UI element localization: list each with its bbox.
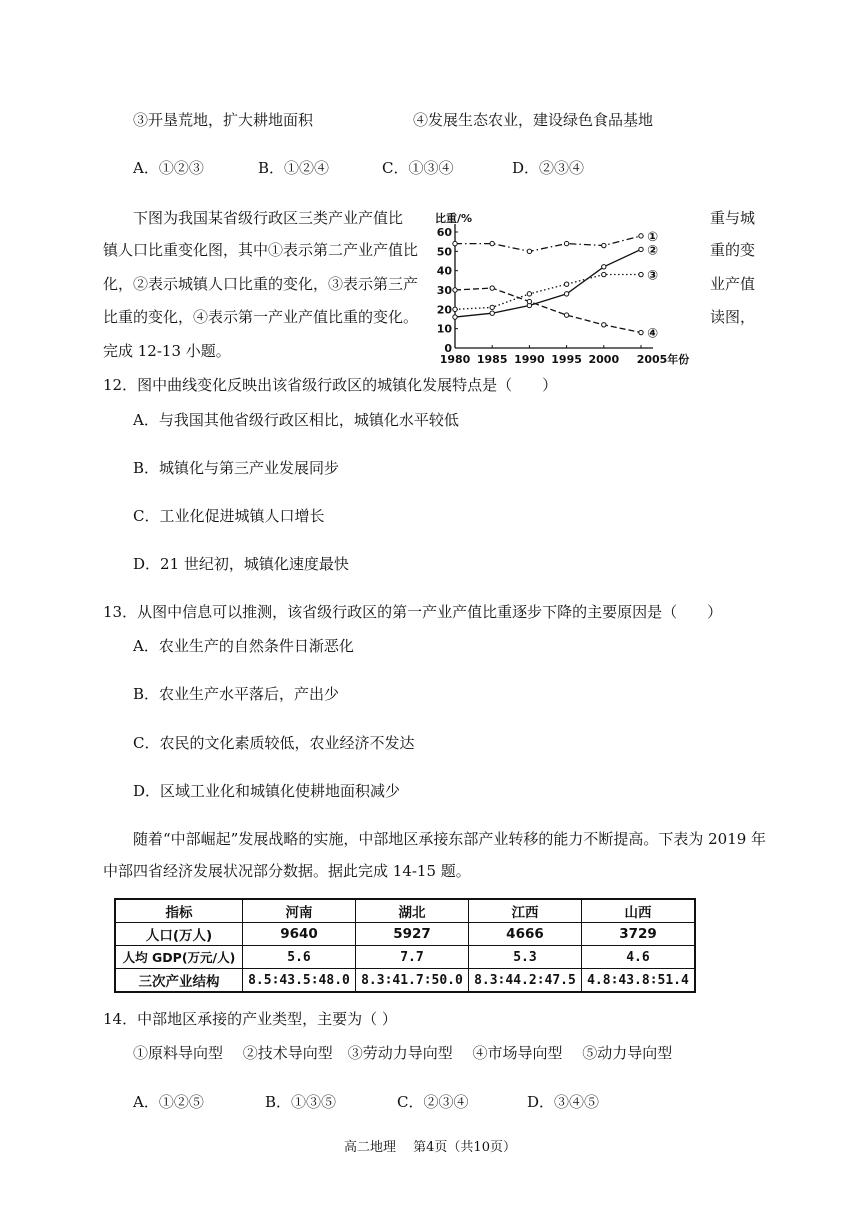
passage2-line1: 随着“中部崛起”发展战略的实施，中部地区承接东部产业转移的能力不断提高。下表为 2019 年 xyxy=(133,830,767,848)
series-line-1 xyxy=(455,249,641,317)
data-point xyxy=(490,286,494,290)
table-header-cell: 江西 xyxy=(468,899,581,923)
x-tick-label: 2005年份 xyxy=(636,353,690,366)
q13-option-b: B．农业生产水平落后，产出少 xyxy=(133,685,340,703)
series-line-3 xyxy=(455,288,641,332)
data-point xyxy=(490,241,494,245)
series-label: ③ xyxy=(647,268,659,284)
table-cell: 4666 xyxy=(468,923,581,946)
series-line-2 xyxy=(455,275,641,310)
y-tick-label: 50 xyxy=(436,245,452,259)
q13-option-d: D．区域工业化和城镇化使耕地面积减少 xyxy=(133,782,401,800)
series-label: ② xyxy=(647,243,659,259)
table-header-cell: 河南 xyxy=(243,899,356,923)
table-cell: 8.3∶41.7∶50.0 xyxy=(355,969,468,993)
y-tick-label: 40 xyxy=(436,264,452,278)
data-point xyxy=(527,299,531,303)
q12-option-d: D．21 世纪初，城镇化速度最快 xyxy=(133,555,349,573)
data-point xyxy=(639,330,643,334)
passage1-line4-right: 读图， xyxy=(710,308,756,326)
data-point xyxy=(527,249,531,253)
answer-d: D．②③④ xyxy=(512,159,585,177)
y-tick-label: 60 xyxy=(436,226,452,239)
table-cell: 8.3∶44.2∶47.5 xyxy=(468,969,581,993)
y-tick-label: 20 xyxy=(436,303,452,317)
industry-share-chart xyxy=(433,208,690,368)
page-footer: 高二地理 第4页（共10页） xyxy=(344,1140,516,1155)
option-4-text: ④发展生态农业，建设绿色食品基地 xyxy=(413,111,654,129)
q13-option-c: C．农民的文化素质较低，农业经济不发达 xyxy=(133,734,415,752)
x-tick-label: 2000 xyxy=(588,353,620,366)
x-tick-label: 1985 xyxy=(476,353,508,366)
q14-answer-d: D．③④⑤ xyxy=(527,1093,600,1111)
series-label: ① xyxy=(647,229,659,245)
passage1-line2-left: 镇人口比重变化图，其中①表示第二产业产值比 xyxy=(103,241,419,259)
data-point xyxy=(453,241,457,245)
passage2-line2: 中部四省经济发展状况部分数据。据此完成 14-15 题。 xyxy=(103,862,471,880)
data-point xyxy=(602,272,606,276)
table-cell: 3729 xyxy=(581,923,695,946)
q12-option-a: A．与我国其他省级行政区相比，城镇化水平较低 xyxy=(133,411,459,429)
answer-a: A．①②③ xyxy=(133,159,204,177)
y-axis-label: 比重/% xyxy=(435,212,473,225)
table-cell: 人口(万人) xyxy=(115,923,243,946)
table-cell: 8.5∶43.5∶48.0 xyxy=(243,969,356,993)
q13-option-a: A．农业生产的自然条件日渐恶化 xyxy=(133,637,354,655)
table-cell: 4.8∶43.8∶51.4 xyxy=(581,969,695,993)
table-row xyxy=(115,969,695,993)
q13-stem: 13．从图中信息可以推测，该省级行政区的第一产业产值比重逐步下降的主要原因是（ ） xyxy=(103,603,723,621)
table-cell: 7.7 xyxy=(355,946,468,969)
data-point xyxy=(490,305,494,309)
x-tick-label: 1990 xyxy=(514,353,545,366)
passage1-line1-right: 重与城 xyxy=(710,209,756,227)
q14-options: ①原料导向型 ②技术导向型 ③劳动力导向型 ④市场导向型 ⑤动力导向型 xyxy=(133,1044,673,1062)
data-point xyxy=(564,282,568,286)
table-header-cell: 湖北 xyxy=(355,899,468,923)
passage1-line4-left: 比重的变化，④表示第一产业产值比重的变化。 xyxy=(103,308,419,326)
y-tick-label: 30 xyxy=(436,284,452,297)
data-point xyxy=(453,315,457,319)
answer-c: C．①③④ xyxy=(382,159,454,177)
passage1-line1-left: 下图为我国某省级行政区三类产业产值比 xyxy=(133,209,404,227)
data-point xyxy=(564,313,568,317)
table-header-cell: 指标 xyxy=(115,899,243,923)
x-tick-label: 1995 xyxy=(551,353,582,366)
q12-option-c: C．工业化促进城镇人口增长 xyxy=(133,507,325,525)
data-point xyxy=(564,241,568,245)
data-point xyxy=(639,272,643,276)
series-line-0 xyxy=(455,236,641,251)
data-point xyxy=(453,307,457,311)
answer-b: B．①②④ xyxy=(258,159,330,177)
q14-answer-a: A．①②⑤ xyxy=(133,1093,204,1111)
q14-answer-c: C．②③④ xyxy=(397,1093,469,1111)
table-cell: 5.3 xyxy=(468,946,581,969)
y-tick-label: 10 xyxy=(436,322,452,336)
q14-answer-b: B．①③⑤ xyxy=(265,1093,337,1111)
passage1-line2-right: 重的变 xyxy=(710,241,756,259)
data-point xyxy=(564,292,568,296)
table-row xyxy=(115,923,695,946)
table-cell: 9640 xyxy=(243,923,356,946)
data-point xyxy=(602,265,606,269)
table-cell: 人均 GDP(万元/人) xyxy=(115,946,243,969)
table-cell: 5927 xyxy=(355,923,468,946)
passage1-line3-right: 业产值 xyxy=(710,275,756,293)
passage1-line3-left: 化，②表示城镇人口比重的变化，③表示第三产 xyxy=(103,275,419,293)
data-point xyxy=(639,247,643,251)
data-point xyxy=(639,234,643,238)
y-tick-label: 0 xyxy=(444,342,452,355)
data-point xyxy=(602,323,606,327)
table-cell: 5.6 xyxy=(243,946,356,969)
table-cell: 4.6 xyxy=(581,946,695,969)
data-point xyxy=(602,243,606,247)
data-point xyxy=(527,292,531,296)
economic-data-table xyxy=(114,898,696,993)
q12-option-b: B．城镇化与第三产业发展同步 xyxy=(133,459,340,477)
series-label: ④ xyxy=(647,326,659,342)
option-3-text: ③开垦荒地，扩大耕地面积 xyxy=(133,111,314,129)
table-row xyxy=(115,946,695,969)
data-point xyxy=(453,288,457,292)
data-point xyxy=(490,311,494,315)
table-header-row xyxy=(115,899,695,923)
table-cell: 三次产业结构 xyxy=(115,969,243,993)
passage1-line5: 完成 12-13 小题。 xyxy=(103,342,231,360)
q14-stem: 14．中部地区承接的产业类型，主要为（ ） xyxy=(103,1010,397,1028)
table-header-cell: 山西 xyxy=(581,899,695,923)
x-tick-label: 1980 xyxy=(439,353,471,366)
chart-svg xyxy=(433,208,690,368)
q12-stem: 12．图中曲线变化反映出该省级行政区的城镇化发展特点是（ ） xyxy=(103,376,558,394)
